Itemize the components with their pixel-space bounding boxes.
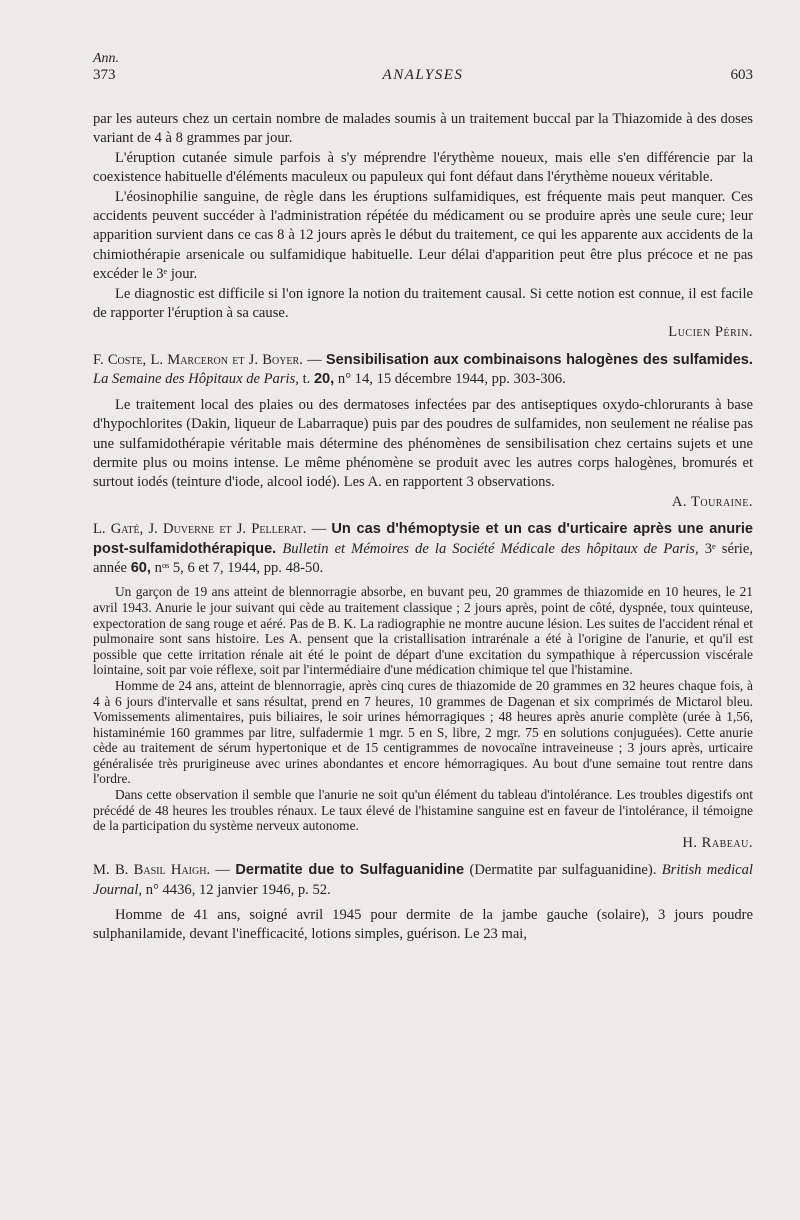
a1-signature: Lucien Périn. <box>668 324 753 341</box>
a4-journal: British medical Journal, <box>93 862 753 898</box>
a3-series: 3ᵉ série, année <box>93 540 753 576</box>
a2-tome: 20, <box>313 371 335 388</box>
a2-details: n° 14, 15 décembre 1944, pp. 303-306. <box>337 371 566 388</box>
a2-paragraph-1: Le traitement local des plaies ou des dermatoses infectées par des antiseptiques oxydo-chlorurants à base d'hypochlorites (Dakin, liqueur de Labarraque) puis par des poudres de sulfamides, non seulement ne réalise pas une sulfamidothérapie véritable mais détermine des phénomènes de sensibilisation chez certains sujets et une dermite plus ou moins intense. Le même phénomène se produit avec les autres corps halogènes, bromurés et surtout iodés (teinture d'iode, alcool iodé). Les A. en rapportent 3 observations. <box>93 396 753 491</box>
a3-signature: H. Rabeau. <box>682 834 753 851</box>
a3-paragraph-3: Dans cette observation il semble que l'anurie ne soit qu'un élément du tableau d'intolérance. Les troubles digestifs ont précédé de 48 heures les troubles rénaux. Le taux élevé de l'histamine sanguine est en faveur de l'intolérance, il témoigne de la participation du système nerveux autonome. <box>93 787 753 834</box>
a3-title: Un cas d'hémoptysie et un cas d'urticaire après une anurie post-sulfamidothérapique. <box>93 521 753 557</box>
a1-paragraph-1: par les auteurs chez un certain nombre de malades soumis à un traitement buccal par la Thiazomide à des doses variant de 4 à 8 grammes par jour. <box>93 111 753 147</box>
volume-page: 373 <box>93 67 116 83</box>
a3-journal: Bulletin et Mémoires de la Société Médicale des hôpitaux de Paris, <box>282 540 699 557</box>
section-title: ANALYSES <box>382 67 464 83</box>
running-head-journal: Ann. <box>93 51 120 66</box>
a3-reference <box>93 520 753 578</box>
a4-title: Dermatite due to Sulfaguanidine <box>235 862 465 879</box>
a2-tome-prefix: t. <box>302 371 311 388</box>
a2-journal: La Semaine des Hôpitaux de Paris, <box>93 371 299 388</box>
a4-authors: M. B. Basil Haigh. — <box>93 862 231 879</box>
a4-details: n° 4436, 12 janvier 1946, p. 52. <box>145 881 331 898</box>
a3-paragraph-2: Homme de 24 ans, atteint de blennorragie, après cinq cures de thiazomide de 20 grammes en 32 heures chaque fois, à 4 à 6 jours d'intervalle et sans résultat, prend en 7 heures, 10 grammes de Dagenan et six comprimés de Mictarol bleu. Vomissements alimentaires, puis biliaires, le soir urines hémorragiques ; 48 heures après anurie complète (urée à 1,56, histaminémie 160 grammes par litre, sulfadermie 1 mgr. 5 en S, libre, 2 mgr. 75 en solutions conjuguées). Cette anurie cède au traitement de sérum hypertonique et de 15 centigrammes de novocaïne intraveineuse ; 3 jours après, urticaire généralisée très prurigineuse avec urines abondantes et encore hémorragiques. Au bout d'une semaine tout rentre dans l'ordre. <box>93 677 753 787</box>
a4-reference <box>93 861 753 900</box>
running-head <box>93 66 753 84</box>
a4-subtitle: (Dermatite par sulfaguanidine). <box>469 862 657 879</box>
a1-paragraph-4: Le diagnostic est difficile si l'on ignore la notion du traitement causal. Si cette notion est connue, il est facile de rapporter l'éruption à sa cause. <box>93 285 753 322</box>
a1-paragraph-2: L'éruption cutanée simule parfois à s'y méprendre l'érythème noueux, mais elle s'en différencie par la coexistence habituelle d'éléments maculeux ou papuleux qui font défaut dans l'érythème noueux véritable. <box>93 149 753 186</box>
body <box>93 110 753 945</box>
a2-reference <box>93 351 753 390</box>
a1-paragraph-3: L'éosinophilie sanguine, de règle dans les éruptions sulfamidiques, est fréquente mais peut manquer. Ces accidents peuvent succéder à l'administration répétée du médicament ou se produire après une seule cure; leur apparition survient dans ce cas 8 à 12 jours après le début du traitement, ce qui les apparente aux accidents de la chimiothérapie arsenicale ou sulfamidique habituelle. Leur délai d'apparition peut être plus précoce et ne pas excéder le 3ᵉ jour. <box>93 188 753 283</box>
a3-paragraph-1: Un garçon de 19 ans atteint de blennorragie absorbe, en buvant peu, 20 grammes de thiazomide en 10 heures, le 21 avril 1943. Anurie le jour suivant qui cède au traitement classique ; 2 jours après, point de côté, dyspnée, toux quinteuse, expectoration de sang rouge et aéré. Pas de B. K. La radiographie ne montre aucune lésion. Les suites de l'accident rénal et pulmonaire sont sans histoire. Les A. pensent que la cristallisation intrarénale a été à l'origine de l'anurie, et qu'il est possible que cette irritation rénale ait été le point de départ d'une excitation du sympathique à répercussion viscérale lointaine, soit par voie réflexe, soit par l'intermédiaire d'une médication chimique tel que l'histamine. <box>93 584 753 678</box>
a2-title: Sensibilisation aux combinaisons halogènes des sulfamides. <box>325 351 753 368</box>
a2-signature: A. Touraine. <box>671 493 753 510</box>
a2-authors: F. Coste, L. Marceron et J. Boyer. — <box>93 351 322 368</box>
a4-paragraph-1: Homme de 41 ans, soigné avril 1945 pour dermite de la jambe gauche (solaire), 3 jours poudre sulphanilamide, devant l'inefficacité, lotions simples, guérison. Le 23 mai, <box>93 907 753 943</box>
a3-details: nᵒˢ 5, 6 et 7, 1944, pp. 48-50. <box>154 559 324 576</box>
page-number: 603 <box>730 67 753 83</box>
a3-authors: L. Gaté, J. Duverne et J. Pellerat. — <box>93 521 327 538</box>
a3-year-volume: 60, <box>130 559 151 576</box>
page <box>93 52 753 945</box>
